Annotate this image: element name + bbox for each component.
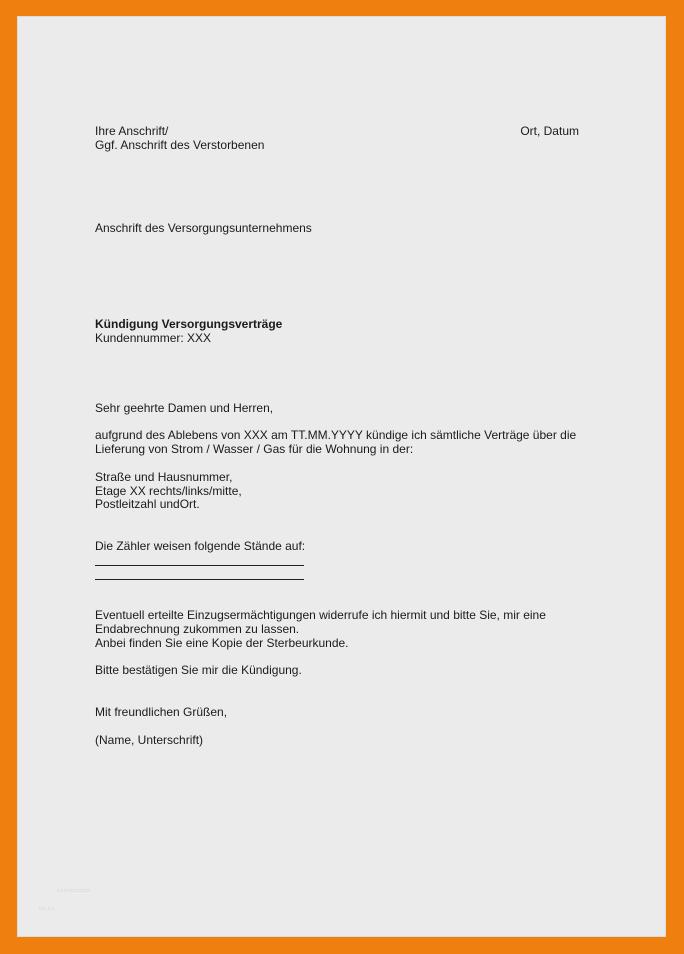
watermark-mark: ▭▭▭▭▭ — [57, 887, 91, 894]
salutation: Sehr geehrte Damen und Herren, — [95, 401, 274, 415]
apartment-address-line-1: Straße und Hausnummer, — [95, 470, 233, 484]
signature-placeholder: (Name, Unterschrift) — [95, 733, 204, 747]
confirmation-request: Bitte bestätigen Sie mir die Kündigung. — [95, 663, 302, 677]
place-date: Ort, Datum — [520, 124, 579, 138]
meter-reading-blank-line-2 — [95, 579, 304, 580]
apartment-address-line-3: Postleitzahl undOrt. — [95, 497, 200, 511]
meter-reading-blank-line-1 — [95, 565, 304, 566]
body-paragraph-1-line-1: aufgrund des Ablebens von XXX am TT.MM.YYYY kündige ich sämtliche Verträge über die — [95, 428, 577, 442]
letter-page — [17, 16, 666, 937]
body-paragraph-2-line-3: Anbei finden Sie eine Kopie der Sterbeurkunde. — [95, 636, 349, 650]
subject-line: Kündigung Versorgungsverträge — [95, 317, 283, 331]
body-paragraph-1-line-2: Lieferung von Strom / Wasser / Gas für die Wohnung in der: — [95, 442, 414, 456]
apartment-address-line-2: Etage XX rechts/links/mitte, — [95, 484, 242, 498]
closing-greeting: Mit freundlichen Grüßen, — [95, 705, 228, 719]
meter-readings-intro: Die Zähler weisen folgende Stände auf: — [95, 539, 306, 553]
watermark-mark-2: ▭ ▭ — [39, 905, 55, 912]
body-paragraph-2-line-1: Eventuell erteilte Einzugsermächtigungen widerrufe ich hiermit und bitte Sie, mir eine — [95, 608, 546, 622]
body-paragraph-2-line-2: Endabrechnung zukommen zu lassen. — [95, 622, 300, 636]
customer-number: Kundennummer: XXX — [95, 331, 212, 345]
sender-address-line-2: Ggf. Anschrift des Verstorbenen — [95, 138, 265, 152]
sender-address-line-1: Ihre Anschrift/ — [95, 124, 169, 138]
recipient-address: Anschrift des Versorgungsunternehmens — [95, 221, 312, 235]
